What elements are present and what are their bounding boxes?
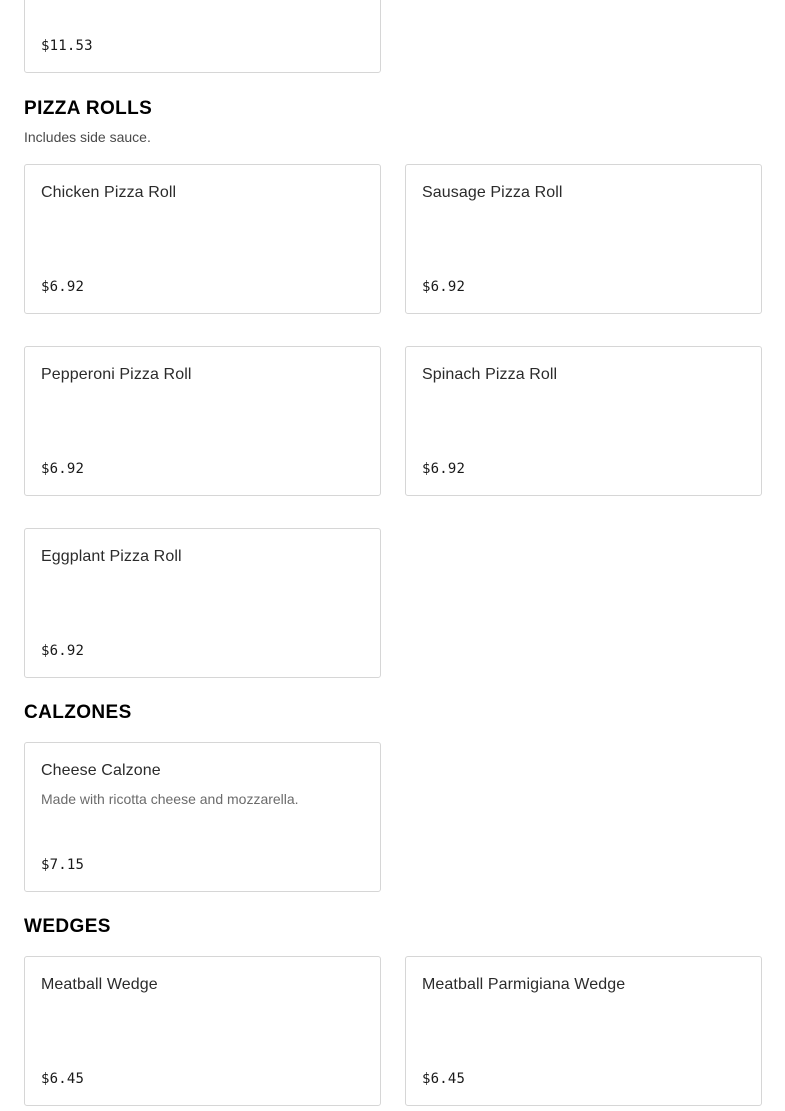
item-name: Cheese Calzone: [41, 762, 161, 779]
item-price: $6.45: [41, 1071, 85, 1087]
item-price: $6.92: [41, 643, 85, 659]
item-description: Made with ricotta cheese and mozzarella.: [41, 791, 299, 807]
section-subtitle-pizza-rolls: Includes side sauce.: [24, 129, 151, 145]
section-title-pizza-rolls: PIZZA ROLLS: [24, 98, 153, 119]
item-price: $6.92: [422, 461, 466, 477]
menu-item-meatball-wedge[interactable]: [24, 956, 381, 1106]
item-name: Meatball Wedge: [41, 976, 158, 993]
item-price: $6.45: [422, 1071, 466, 1087]
item-name: Pepperoni Pizza Roll: [41, 366, 192, 383]
item-name: Sausage Pizza Roll: [422, 184, 563, 201]
item-price: $6.92: [422, 279, 466, 295]
menu-item-cheese-calzone[interactable]: [24, 742, 381, 892]
item-price: $6.92: [41, 461, 85, 477]
item-price: $7.15: [41, 857, 85, 873]
menu-item-sausage-pizza-roll[interactable]: [405, 164, 762, 314]
item-name: Meatball Parmigiana Wedge: [422, 976, 626, 993]
item-name: Chicken Pizza Roll: [41, 184, 177, 201]
item-name: Spinach Pizza Roll: [422, 366, 558, 383]
menu-item-eggplant-pizza-roll[interactable]: [24, 528, 381, 678]
item-price: $6.92: [41, 279, 85, 295]
section-title-wedges: WEDGES: [24, 916, 111, 937]
section-title-calzones: CALZONES: [24, 702, 132, 723]
menu-item-spinach-pizza-roll[interactable]: [405, 346, 762, 496]
menu-item-chicken-pizza-roll[interactable]: [24, 164, 381, 314]
item-name: Eggplant Pizza Roll: [41, 548, 182, 565]
menu-item-pepperoni-pizza-roll[interactable]: [24, 346, 381, 496]
menu-item-card[interactable]: [24, 0, 381, 73]
menu-item-meatball-parmigiana-wedge[interactable]: [405, 956, 762, 1106]
item-price: $11.53: [41, 38, 93, 54]
